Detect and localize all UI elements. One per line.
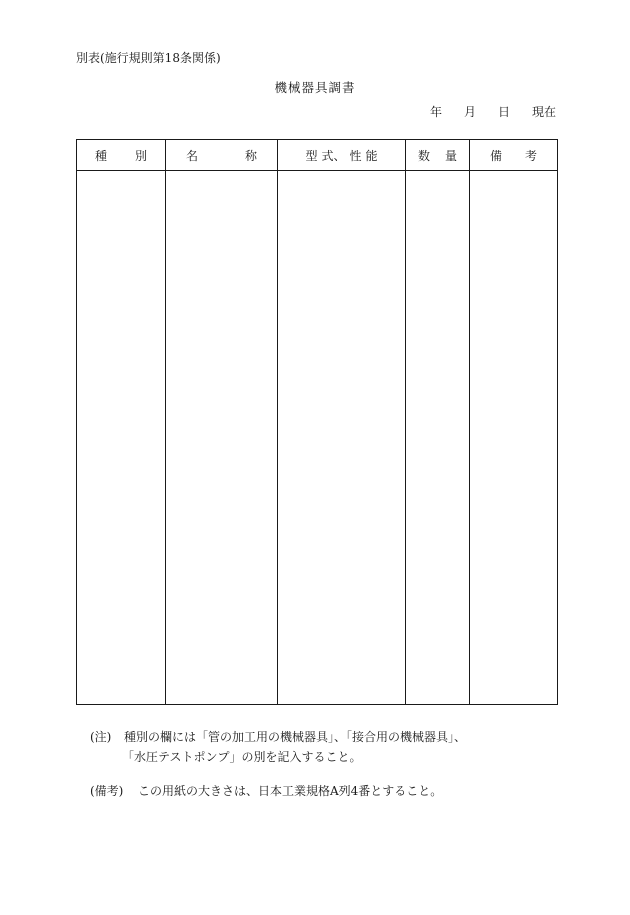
remarks-block — [90, 782, 442, 799]
notes-block — [90, 727, 466, 767]
cell-type-performance[interactable] — [278, 171, 406, 705]
table-header-row — [77, 140, 558, 171]
cell-kind[interactable] — [77, 171, 166, 705]
document-title: 機械器具調書 — [274, 80, 356, 95]
column-header-type-performance: 型 式、 性 能 — [278, 140, 406, 171]
notes-label: (注) — [90, 730, 112, 744]
equipment-table — [76, 139, 558, 705]
cell-quantity[interactable] — [406, 171, 470, 705]
cell-remarks[interactable] — [470, 171, 558, 705]
date-line — [430, 103, 556, 120]
column-header-name: 名 称 — [166, 140, 278, 171]
remarks-label: (備考) — [90, 784, 124, 798]
date-as-of-label: 現在 — [531, 105, 556, 119]
date-day-label: 日 — [497, 105, 510, 119]
table-body-row — [77, 171, 558, 705]
notes-line-1: 種別の欄には「管の加工用の機械器具」、「接合用の機械器具」、 — [124, 730, 467, 744]
date-month-label: 月 — [463, 105, 476, 119]
column-header-quantity: 数 量 — [406, 140, 470, 171]
cell-name[interactable] — [166, 171, 278, 705]
remarks-text: この用紙の大きさは、日本工業規格A列4番とすること。 — [138, 784, 443, 798]
date-year-label: 年 — [429, 105, 442, 119]
notes-line-2: 「水圧テストポンプ」の別を記入すること。 — [122, 750, 362, 764]
column-header-kind: 種 別 — [77, 140, 166, 171]
form-reference: 別表(施行規則第18条関係) — [76, 51, 221, 65]
column-header-remarks: 備 考 — [470, 140, 558, 171]
